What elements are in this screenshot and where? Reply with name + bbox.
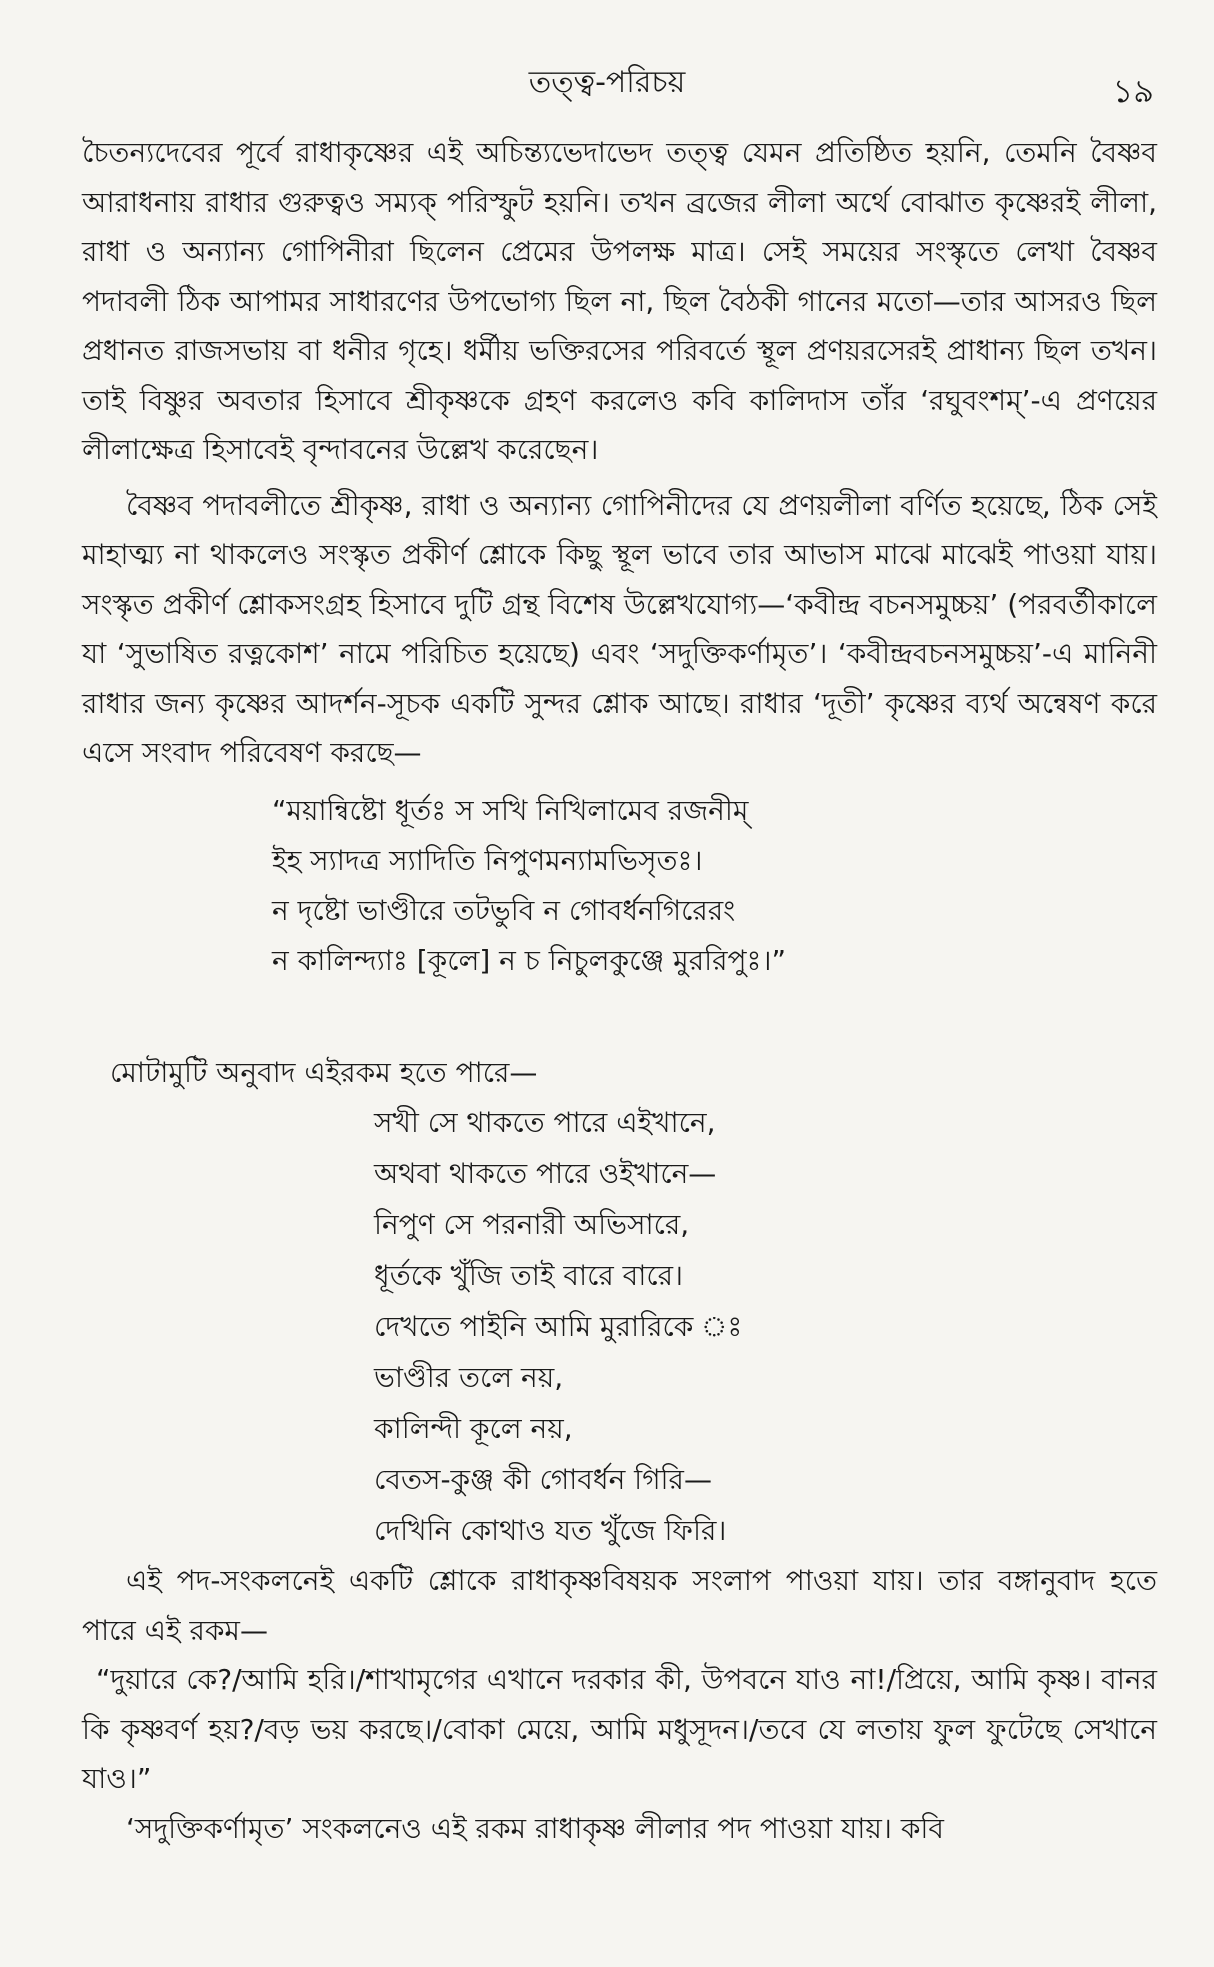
verse-line: ন দৃষ্টো ভাণ্ডীরে তটভুবি ন গোবর্ধনগিরেরং (272, 893, 736, 927)
paragraph-5: ‘সদুক্তিকর্ণামৃত’ সংকলনেও এই রকম রাধাকৃষ্ণ লীলার পদ পাওয়া যায়। কবি (126, 1811, 945, 1845)
poem-line: সখী সে থাকতে পারে এইখানে, (374, 1106, 716, 1139)
poem-line: অথবা থাকতে পারে ওইখানে— (374, 1157, 717, 1190)
sanskrit-verse (272, 786, 1157, 986)
paragraph-2: বৈষ্ণব পদাবলীতে শ্রীকৃষ্ণ, রাধা ও অন্যান্য গোপিনীদের যে প্রণয়লীলা বর্ণিত হয়েছে, ঠিক সেই মাহাত্ম্য না থাকলেও সংস্কৃত প্রকীর্ণ শ্লোকে কিছু স্থূল ভাবে তার আভাস মাঝে মাঝেই পাওয়া যায়। সংস্কৃত প্রকীর্ণ শ্লোকসংগ্রহ হিসাবে দুটি গ্রন্থ বিশেষ উল্লেখযোগ্য—‘কবীন্দ্র বচনসমুচ্চয়’ (পরবর্তীকালে যা ‘সুভাষিত রত্নকোশ’ নামে পরিচিত হয়েছে) এবং ‘সদুক্তিকর্ণামৃত’। ‘কবীন্দ্রবচনসমুচ্চয়’-এ মানিনী রাধার জন্য কৃষ্ণের আদর্শন-সূচক একটি সুন্দর শ্লোক আছে। রাধার ‘দূতী’ কৃষ্ণের ব্যর্থ অন্বেষণ করে এসে সংবাদ পরিবেষণ করছে— (82, 488, 1157, 769)
paragraph-1: চৈতন্যদেবের পূর্বে রাধাকৃষ্ণের এই অচিন্ত্যভেদাভেদ তত্ত্ব যেমন প্রতিষ্ঠিত হয়নি, তেমনি বৈষ্ণব আরাধনায় রাধার গুরুত্বও সম্যক্ পরিস্ফুট হয়নি। তখন ব্রজের লীলা অর্থে বোঝাত কৃষ্ণেরই লীলা, রাধা ও অন্যান্য গোপিনীরা ছিলেন প্রেমের উপলক্ষ মাত্র। সেই সময়ের সংস্কৃতে লেখা বৈষ্ণব পদাবলী ঠিক আপামর সাধারণের উপভোগ্য ছিল না, ছিল বৈঠকী গানের মতো—তার আসরও ছিল প্রধানত রাজসভায় বা ধনীর গৃহে। ধর্মীয় ভক্তিরসের পরিবর্তে স্থূল প্রণয়রসেরই প্রাধান্য ছিল তখন। তাই বিষ্ণুর অবতার হিসাবে শ্রীকৃষ্ণকে গ্রহণ করলেও কবি কালিদাস তাঁর ‘রঘুবংশম্’-এ প্রণয়ের লীলাক্ষেত্র হিসাবেই বৃন্দাবনের উল্লেখ করেছেন। (82, 136, 1157, 466)
poem-line: ভাণ্ডীর তলে নয়, (374, 1361, 564, 1394)
running-header-title: তত্ত্ব-পরিচয় (528, 65, 686, 100)
poem-line: দেখিনি কোথাও যত খুঁজে ফিরি। (374, 1514, 727, 1547)
dialogue-quote: “দুয়ারে কে?/আমি হরি।/শাখামৃগের এখানে দরকার কী, উপবনে যাও না!/প্রিয়ে, আমি কৃষ্ণ। বানর কি কৃষ্ণবর্ণ হয়?/বড় ভয় করছে।/বোকা মেয়ে, আমি মধুসূদন।/তবে যে লতায় ফুল ফুটেছে সেখানে যাও।” (82, 1663, 1157, 1795)
verse-line: ইহ স্যাদত্র স্যাদিতি নিপুণমন্যামভিসৃতঃ। (272, 843, 703, 877)
poem-line: নিপুণ সে পরনারী অভিসারে, (374, 1208, 690, 1241)
page-number: ১৯ (1112, 72, 1154, 110)
poem-line: বেতস-কুঞ্জ কী গোবর্ধন গিরি— (374, 1463, 712, 1496)
translation-intro: মোটামুটি অনুবাদ এইরকম হতে পারে— (110, 1055, 538, 1089)
poem-line: ধূর্তকে খুঁজি তাই বারে বারে। (374, 1259, 684, 1292)
translation-poem (374, 1097, 1157, 1556)
verse-line: ন কালিন্দ্যাঃ [কূলে] ন চ নিচুলকুঞ্জে মুররিপুঃ।” (272, 943, 786, 977)
paragraph-3: এই পদ-সংকলনেই একটি শ্লোকে রাধাকৃষ্ণবিষয়ক সংলাপ পাওয়া যায়। তার বঙ্গানুবাদ হতে পারে এই রকম— (82, 1564, 1157, 1647)
poem-line: কালিন্দী কূলে নয়, (374, 1412, 573, 1445)
verse-line: “ময়ান্বিষ্টো ধূর্তঃ স সখি নিখিলামেব রজনীম্ (272, 793, 749, 827)
page-body (82, 128, 1157, 1853)
poem-line: দেখতে পাইনি আমি মুরারিকে ঃ (374, 1310, 743, 1343)
